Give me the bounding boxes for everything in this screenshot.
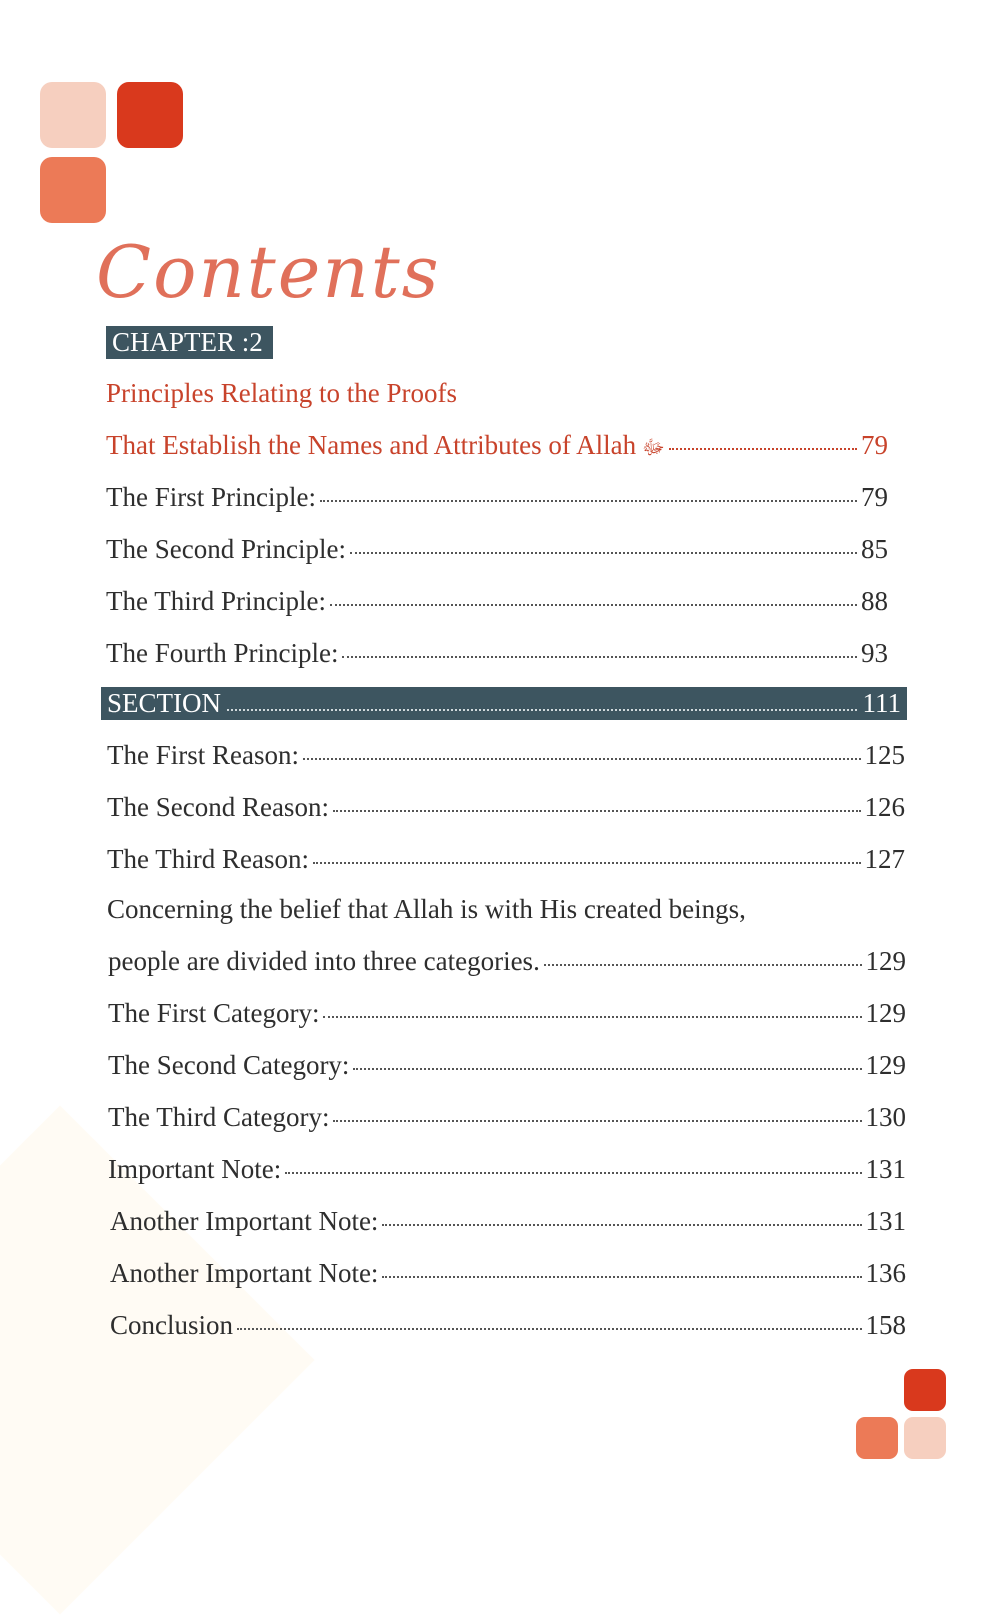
- decor-square-pink: [40, 82, 106, 148]
- entry-label: people are divided into three categories.: [108, 946, 540, 976]
- entry-label: Conclusion: [110, 1310, 234, 1340]
- leader-dots: [237, 1328, 861, 1330]
- toc-entry[interactable]: [108, 998, 906, 1029]
- belief-line1: Concerning the belief that Allah is with His created beings,: [107, 894, 746, 924]
- section-bar[interactable]: [101, 687, 907, 720]
- entry-label: The Third Reason:: [107, 844, 309, 874]
- leader-dots: [382, 1224, 861, 1226]
- toc-entry[interactable]: [110, 1258, 906, 1289]
- decor-square-red: [117, 82, 183, 148]
- page-number: 127: [864, 844, 905, 874]
- entry-label: Important Note:: [108, 1154, 282, 1184]
- leader-dots: [544, 964, 862, 966]
- toc-entry[interactable]: [110, 1310, 906, 1341]
- page-title: Contents: [96, 230, 441, 314]
- leader-dots: [323, 1016, 861, 1018]
- page-number: 79: [861, 430, 888, 460]
- page-number: 131: [865, 1154, 906, 1184]
- page-number: 85: [861, 534, 888, 564]
- page-number: 131: [865, 1206, 906, 1236]
- chapter-label: CHAPTER :2: [106, 326, 273, 359]
- toc-entry[interactable]: [107, 844, 905, 875]
- leader-dots: [227, 709, 857, 711]
- page-number: 129: [865, 946, 906, 976]
- entry-label: The First Category:: [108, 998, 320, 1028]
- entry-label: The Fourth Principle:: [106, 638, 339, 668]
- decor-square-red: [904, 1369, 946, 1411]
- leader-dots: [330, 604, 857, 606]
- entry-label: The Third Principle:: [106, 586, 326, 616]
- page-number: 129: [865, 998, 906, 1028]
- toc-entry[interactable]: [110, 1206, 906, 1237]
- toc-entry-chapter-title[interactable]: [106, 430, 888, 464]
- toc-entry[interactable]: [107, 740, 905, 771]
- decor-square-orange: [856, 1417, 898, 1459]
- entry-label: Another Important Note:: [110, 1258, 379, 1288]
- section-label: SECTION: [107, 688, 221, 718]
- leader-dots: [669, 448, 857, 450]
- toc-entry[interactable]: [106, 482, 888, 513]
- entry-label: The First Principle:: [106, 482, 316, 512]
- page-number: 126: [864, 792, 905, 822]
- leader-dots: [333, 810, 861, 812]
- leader-dots: [313, 862, 861, 864]
- entry-label: The Second Reason:: [107, 792, 329, 822]
- toc-entry[interactable]: [106, 534, 888, 565]
- leader-dots: [320, 500, 857, 502]
- entry-label: The First Reason:: [107, 740, 299, 770]
- entry-label: Another Important Note:: [110, 1206, 379, 1236]
- toc-entry[interactable]: [108, 1102, 906, 1133]
- toc-entry[interactable]: [106, 586, 888, 617]
- page-number: 158: [865, 1310, 906, 1340]
- leader-dots: [285, 1172, 861, 1174]
- leader-dots: [342, 656, 857, 658]
- leader-dots: [350, 552, 857, 554]
- page-number: 93: [861, 638, 888, 668]
- page-number: 130: [865, 1102, 906, 1132]
- entry-label: The Third Category:: [108, 1102, 330, 1132]
- leader-dots: [353, 1068, 861, 1070]
- leader-dots: [303, 758, 861, 760]
- page-number: 129: [865, 1050, 906, 1080]
- page-number: 125: [864, 740, 905, 770]
- toc-entry[interactable]: [108, 1050, 906, 1081]
- decor-square-pink: [904, 1417, 946, 1459]
- toc-entry[interactable]: [108, 946, 906, 977]
- section-page: 111: [862, 688, 901, 718]
- entry-label: The Second Category:: [108, 1050, 350, 1080]
- leader-dots: [382, 1276, 861, 1278]
- page-number: 136: [865, 1258, 906, 1288]
- leader-dots: [333, 1120, 861, 1122]
- chapter-title-line2: That Establish the Names and Attributes of Allah: [106, 430, 637, 460]
- toc-entry[interactable]: [107, 792, 905, 823]
- toc-entry[interactable]: [106, 638, 888, 669]
- chapter-title-line1: Principles Relating to the Proofs: [106, 378, 457, 408]
- honorific-mark: ﷻ: [642, 437, 665, 459]
- page-number: 79: [861, 482, 888, 512]
- decor-square-orange: [40, 157, 106, 223]
- page-number: 88: [861, 586, 888, 616]
- entry-label: The Second Principle:: [106, 534, 346, 564]
- toc-entry[interactable]: [108, 1154, 906, 1185]
